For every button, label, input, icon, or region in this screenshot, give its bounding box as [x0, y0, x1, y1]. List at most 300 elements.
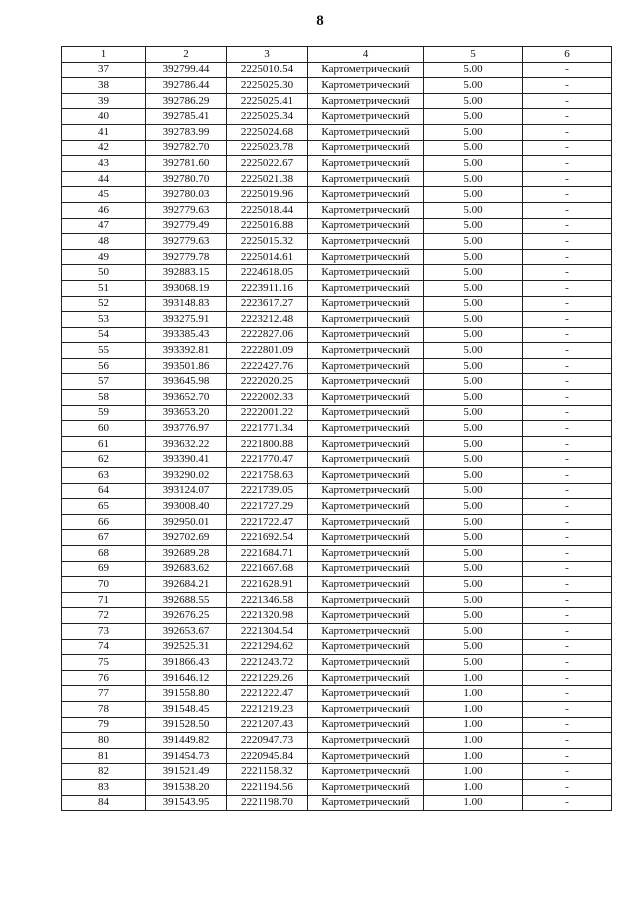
table-row — [62, 795, 612, 811]
table-cell: - — [523, 312, 612, 328]
table-cell: 391646.12 — [146, 670, 227, 686]
table-cell: 391454.73 — [146, 748, 227, 764]
table-cell: 45 — [62, 187, 146, 203]
table-cell: 5.00 — [424, 623, 523, 639]
table-cell: 2221304.54 — [227, 623, 308, 639]
table-cell: 392786.44 — [146, 78, 227, 94]
table-cell: Картометрический — [308, 140, 424, 156]
table-cell: 2221294.62 — [227, 639, 308, 655]
table-cell: 5.00 — [424, 343, 523, 359]
table-cell: 70 — [62, 577, 146, 593]
table-row — [62, 701, 612, 717]
table-cell: 5.00 — [424, 156, 523, 172]
table-row — [62, 296, 612, 312]
table-cell: 52 — [62, 296, 146, 312]
table-cell: Картометрический — [308, 249, 424, 265]
table-cell: Картометрический — [308, 733, 424, 749]
table-cell: 2225018.44 — [227, 202, 308, 218]
table-cell: Картометрический — [308, 483, 424, 499]
table-row — [62, 265, 612, 281]
table-cell: 5.00 — [424, 187, 523, 203]
table-row — [62, 561, 612, 577]
table-cell: 5.00 — [424, 546, 523, 562]
table-cell: 5.00 — [424, 249, 523, 265]
page-number: 8 — [316, 13, 324, 29]
table-cell: 392779.63 — [146, 234, 227, 250]
table-cell: 392689.28 — [146, 546, 227, 562]
table-cell: 393290.02 — [146, 468, 227, 484]
table-cell: Картометрический — [308, 93, 424, 109]
table-cell: Картометрический — [308, 514, 424, 530]
table-cell: 61 — [62, 436, 146, 452]
table-cell: 2225025.34 — [227, 109, 308, 125]
table-cell: 392782.70 — [146, 140, 227, 156]
table-cell: - — [523, 78, 612, 94]
table-cell: 2225025.41 — [227, 93, 308, 109]
table-cell: 392779.78 — [146, 249, 227, 265]
table-cell: 391538.20 — [146, 779, 227, 795]
table-cell: 2221800.88 — [227, 436, 308, 452]
table-cell: 2221207.43 — [227, 717, 308, 733]
table-cell: Картометрический — [308, 530, 424, 546]
table-cell: - — [523, 468, 612, 484]
table-cell: - — [523, 733, 612, 749]
table-cell: - — [523, 764, 612, 780]
table-cell: 2221222.47 — [227, 686, 308, 702]
table-cell: Картометрический — [308, 405, 424, 421]
table-cell: 57 — [62, 374, 146, 390]
table-cell: 5.00 — [424, 421, 523, 437]
table-cell: 5.00 — [424, 171, 523, 187]
table-row — [62, 93, 612, 109]
table-cell: 2221243.72 — [227, 655, 308, 671]
table-cell: - — [523, 124, 612, 140]
table-cell: 40 — [62, 109, 146, 125]
table-cell: Картометрический — [308, 218, 424, 234]
table-cell: 5.00 — [424, 483, 523, 499]
table-cell: Картометрический — [308, 779, 424, 795]
table-cell: 2221684.71 — [227, 546, 308, 562]
table-cell: 2222427.76 — [227, 358, 308, 374]
table-cell: 1.00 — [424, 764, 523, 780]
table-row — [62, 733, 612, 749]
table-row — [62, 218, 612, 234]
table-cell: 2222801.09 — [227, 343, 308, 359]
table-cell: 71 — [62, 592, 146, 608]
table-row — [62, 312, 612, 328]
table-cell: 391548.45 — [146, 701, 227, 717]
table-cell: 56 — [62, 358, 146, 374]
table-row — [62, 483, 612, 499]
table-row — [62, 202, 612, 218]
table-cell: 2221198.70 — [227, 795, 308, 811]
table-cell: Картометрический — [308, 577, 424, 593]
table-cell: - — [523, 483, 612, 499]
table-row — [62, 421, 612, 437]
table-cell: 392779.49 — [146, 218, 227, 234]
table-cell: Картометрический — [308, 187, 424, 203]
table-cell: 37 — [62, 62, 146, 78]
table-cell: - — [523, 795, 612, 811]
table-cell: 2223212.48 — [227, 312, 308, 328]
table-cell: 2221194.56 — [227, 779, 308, 795]
table-cell: 393392.81 — [146, 343, 227, 359]
table-cell: 392780.70 — [146, 171, 227, 187]
column-header: 2 — [146, 47, 227, 63]
table-row — [62, 764, 612, 780]
table-cell: - — [523, 249, 612, 265]
table-row — [62, 577, 612, 593]
table-cell: 5.00 — [424, 468, 523, 484]
table-cell: - — [523, 514, 612, 530]
table-cell: 80 — [62, 733, 146, 749]
table-cell: 393652.70 — [146, 390, 227, 406]
table-cell: 5.00 — [424, 78, 523, 94]
table-cell: 2221771.34 — [227, 421, 308, 437]
table-row — [62, 655, 612, 671]
table-cell: Картометрический — [308, 62, 424, 78]
table-cell: - — [523, 343, 612, 359]
table-cell: 48 — [62, 234, 146, 250]
table-cell: - — [523, 639, 612, 655]
table-cell: 5.00 — [424, 218, 523, 234]
table-row — [62, 748, 612, 764]
table-row — [62, 171, 612, 187]
table-cell: - — [523, 296, 612, 312]
table-row — [62, 686, 612, 702]
table-cell: - — [523, 655, 612, 671]
table-row — [62, 62, 612, 78]
table-cell: - — [523, 187, 612, 203]
table-cell: 392883.15 — [146, 265, 227, 281]
table-cell: 2220945.84 — [227, 748, 308, 764]
table-cell: - — [523, 62, 612, 78]
table-cell: - — [523, 156, 612, 172]
table-cell: 81 — [62, 748, 146, 764]
table-cell: 51 — [62, 280, 146, 296]
column-header: 4 — [308, 47, 424, 63]
column-header: 5 — [424, 47, 523, 63]
table-cell: 2223617.27 — [227, 296, 308, 312]
table-cell: 2221727.29 — [227, 499, 308, 515]
table-cell: 84 — [62, 795, 146, 811]
table-cell: 5.00 — [424, 124, 523, 140]
table-cell: 69 — [62, 561, 146, 577]
table-cell: 5.00 — [424, 639, 523, 655]
table-cell: 391521.49 — [146, 764, 227, 780]
table-cell: Картометрический — [308, 156, 424, 172]
table-row — [62, 670, 612, 686]
table-cell: Картометрический — [308, 701, 424, 717]
table-cell: 2221346.58 — [227, 592, 308, 608]
table-cell: - — [523, 546, 612, 562]
table-cell: Картометрический — [308, 265, 424, 281]
table-cell: 2221229.26 — [227, 670, 308, 686]
table-cell: - — [523, 202, 612, 218]
table-cell: 5.00 — [424, 405, 523, 421]
table-cell: - — [523, 623, 612, 639]
table-cell: 2221219.23 — [227, 701, 308, 717]
table-cell: 5.00 — [424, 374, 523, 390]
table-cell: 2225024.68 — [227, 124, 308, 140]
table-cell: 49 — [62, 249, 146, 265]
table-cell: - — [523, 561, 612, 577]
table-cell: Картометрический — [308, 546, 424, 562]
table-cell: 5.00 — [424, 452, 523, 468]
table-cell: - — [523, 686, 612, 702]
table-cell: 392688.55 — [146, 592, 227, 608]
table-cell: - — [523, 670, 612, 686]
table-cell: 2221770.47 — [227, 452, 308, 468]
table-cell: Картометрический — [308, 109, 424, 125]
table-cell: 2221758.63 — [227, 468, 308, 484]
table-cell: 392786.29 — [146, 93, 227, 109]
table-cell: 58 — [62, 390, 146, 406]
table-cell: Картометрический — [308, 124, 424, 140]
table-cell: 42 — [62, 140, 146, 156]
table-cell: 393653.20 — [146, 405, 227, 421]
table-cell: 5.00 — [424, 327, 523, 343]
table-cell: 5.00 — [424, 265, 523, 281]
table-cell: 392525.31 — [146, 639, 227, 655]
table-cell: 5.00 — [424, 109, 523, 125]
table-cell: 65 — [62, 499, 146, 515]
table-cell: 392781.60 — [146, 156, 227, 172]
table-cell: Картометрический — [308, 171, 424, 187]
table-row — [62, 436, 612, 452]
table-cell: Картометрический — [308, 374, 424, 390]
table-cell: Картометрический — [308, 655, 424, 671]
table-cell: Картометрический — [308, 608, 424, 624]
table-cell: 5.00 — [424, 561, 523, 577]
table-cell: 1.00 — [424, 748, 523, 764]
table-row — [62, 374, 612, 390]
table-cell: 392950.01 — [146, 514, 227, 530]
table-row — [62, 499, 612, 515]
table-cell: 64 — [62, 483, 146, 499]
table-row — [62, 592, 612, 608]
table-cell: 5.00 — [424, 608, 523, 624]
table-cell: - — [523, 390, 612, 406]
table-cell: 392702.69 — [146, 530, 227, 546]
table-cell: Картометрический — [308, 561, 424, 577]
table-cell: 2221158.32 — [227, 764, 308, 780]
table-row — [62, 530, 612, 546]
table-cell: 5.00 — [424, 296, 523, 312]
table-cell: 391543.95 — [146, 795, 227, 811]
table-cell: 1.00 — [424, 733, 523, 749]
table-cell: 68 — [62, 546, 146, 562]
table-cell: - — [523, 265, 612, 281]
table-cell: 5.00 — [424, 514, 523, 530]
table-cell: 67 — [62, 530, 146, 546]
table-cell: - — [523, 421, 612, 437]
table-cell: Картометрический — [308, 280, 424, 296]
column-header: 6 — [523, 47, 612, 63]
table-cell: 72 — [62, 608, 146, 624]
table-cell: 392676.25 — [146, 608, 227, 624]
table-cell: Картометрический — [308, 358, 424, 374]
table-cell: Картометрический — [308, 202, 424, 218]
table-cell: 393501.86 — [146, 358, 227, 374]
table-cell: - — [523, 452, 612, 468]
table-row — [62, 405, 612, 421]
table-row — [62, 546, 612, 562]
table-cell: 2225010.54 — [227, 62, 308, 78]
table-cell: Картометрический — [308, 468, 424, 484]
table-cell: Картометрический — [308, 452, 424, 468]
table-cell: 2225021.38 — [227, 171, 308, 187]
table-cell: 5.00 — [424, 140, 523, 156]
table-cell: 74 — [62, 639, 146, 655]
table-cell: - — [523, 358, 612, 374]
table-cell: 83 — [62, 779, 146, 795]
table-row — [62, 249, 612, 265]
table-cell: Картометрический — [308, 327, 424, 343]
table-row — [62, 779, 612, 795]
table-cell: 5.00 — [424, 436, 523, 452]
table-cell: 1.00 — [424, 686, 523, 702]
table-cell: 393148.83 — [146, 296, 227, 312]
table-cell: 5.00 — [424, 390, 523, 406]
table-cell: 73 — [62, 623, 146, 639]
table-cell: - — [523, 218, 612, 234]
table-cell: - — [523, 140, 612, 156]
table-cell: 55 — [62, 343, 146, 359]
table-cell: Картометрический — [308, 748, 424, 764]
table-cell: 5.00 — [424, 530, 523, 546]
table-cell: Картометрический — [308, 234, 424, 250]
table-cell: Картометрический — [308, 390, 424, 406]
table-cell: Картометрический — [308, 764, 424, 780]
table-cell: Картометрический — [308, 499, 424, 515]
table-cell: 2223911.16 — [227, 280, 308, 296]
table-cell: 2221739.05 — [227, 483, 308, 499]
table-cell: 2221722.47 — [227, 514, 308, 530]
table-cell: 2225023.78 — [227, 140, 308, 156]
table-row — [62, 78, 612, 94]
table-cell: 47 — [62, 218, 146, 234]
table-cell: - — [523, 280, 612, 296]
table-cell: 393124.07 — [146, 483, 227, 499]
column-header: 1 — [62, 47, 146, 63]
table-row — [62, 156, 612, 172]
table-cell: - — [523, 234, 612, 250]
table-cell: - — [523, 93, 612, 109]
table-cell: 2221667.68 — [227, 561, 308, 577]
column-header: 3 — [227, 47, 308, 63]
table-cell: 2225015.32 — [227, 234, 308, 250]
table-cell: 391528.50 — [146, 717, 227, 733]
table-cell: - — [523, 608, 612, 624]
table-cell: 392785.41 — [146, 109, 227, 125]
table-cell: 60 — [62, 421, 146, 437]
table-cell: 2221320.98 — [227, 608, 308, 624]
table-cell: 41 — [62, 124, 146, 140]
table-cell: 2221628.91 — [227, 577, 308, 593]
table-cell: 50 — [62, 265, 146, 281]
table-cell: Картометрический — [308, 717, 424, 733]
table-cell: 393275.91 — [146, 312, 227, 328]
table-cell: 5.00 — [424, 312, 523, 328]
table-row — [62, 514, 612, 530]
table-cell: 2222001.22 — [227, 405, 308, 421]
table-cell: 391866.43 — [146, 655, 227, 671]
table-cell: 393632.22 — [146, 436, 227, 452]
table-cell: 5.00 — [424, 592, 523, 608]
table-cell: 2220947.73 — [227, 733, 308, 749]
table-row — [62, 124, 612, 140]
table-cell: 392799.44 — [146, 62, 227, 78]
table-cell: 391558.80 — [146, 686, 227, 702]
table-cell: 5.00 — [424, 62, 523, 78]
table-cell: 1.00 — [424, 701, 523, 717]
table-cell: 76 — [62, 670, 146, 686]
table-cell: 2225019.96 — [227, 187, 308, 203]
table-cell: Картометрический — [308, 795, 424, 811]
table-cell: Картометрический — [308, 78, 424, 94]
table-row — [62, 452, 612, 468]
table-cell: 82 — [62, 764, 146, 780]
table-cell: Картометрический — [308, 343, 424, 359]
table-row — [62, 187, 612, 203]
table-cell: 5.00 — [424, 280, 523, 296]
table-cell: 2225014.61 — [227, 249, 308, 265]
table-cell: 2224618.05 — [227, 265, 308, 281]
table-cell: 5.00 — [424, 202, 523, 218]
table-cell: 39 — [62, 93, 146, 109]
table-cell: 5.00 — [424, 577, 523, 593]
table-cell: 2222020.25 — [227, 374, 308, 390]
table-cell: Картометрический — [308, 421, 424, 437]
table-cell: 38 — [62, 78, 146, 94]
table-row — [62, 358, 612, 374]
table-row — [62, 608, 612, 624]
table-row — [62, 109, 612, 125]
table-cell: 54 — [62, 327, 146, 343]
table-cell: 79 — [62, 717, 146, 733]
table-cell: 1.00 — [424, 795, 523, 811]
table-cell: Картометрический — [308, 623, 424, 639]
table-cell: 392684.21 — [146, 577, 227, 593]
table-cell: - — [523, 717, 612, 733]
table-row — [62, 343, 612, 359]
table-cell: 1.00 — [424, 670, 523, 686]
table-row — [62, 623, 612, 639]
table-cell: 77 — [62, 686, 146, 702]
table-cell: 2221692.54 — [227, 530, 308, 546]
table-cell: 392779.63 — [146, 202, 227, 218]
table-cell: 43 — [62, 156, 146, 172]
table-cell: 63 — [62, 468, 146, 484]
table-cell: - — [523, 748, 612, 764]
table-cell: 393390.41 — [146, 452, 227, 468]
table-cell: 393645.98 — [146, 374, 227, 390]
table-cell: 2225025.30 — [227, 78, 308, 94]
table-cell: 66 — [62, 514, 146, 530]
table-cell: - — [523, 779, 612, 795]
table-cell: 393068.19 — [146, 280, 227, 296]
table-cell: Картометрический — [308, 296, 424, 312]
table-cell: Картометрический — [308, 436, 424, 452]
table-cell: 2222002.33 — [227, 390, 308, 406]
table-cell: 53 — [62, 312, 146, 328]
table-cell: - — [523, 577, 612, 593]
table-cell: - — [523, 374, 612, 390]
table-cell: 392783.99 — [146, 124, 227, 140]
table-row — [62, 468, 612, 484]
table-cell: 392683.62 — [146, 561, 227, 577]
